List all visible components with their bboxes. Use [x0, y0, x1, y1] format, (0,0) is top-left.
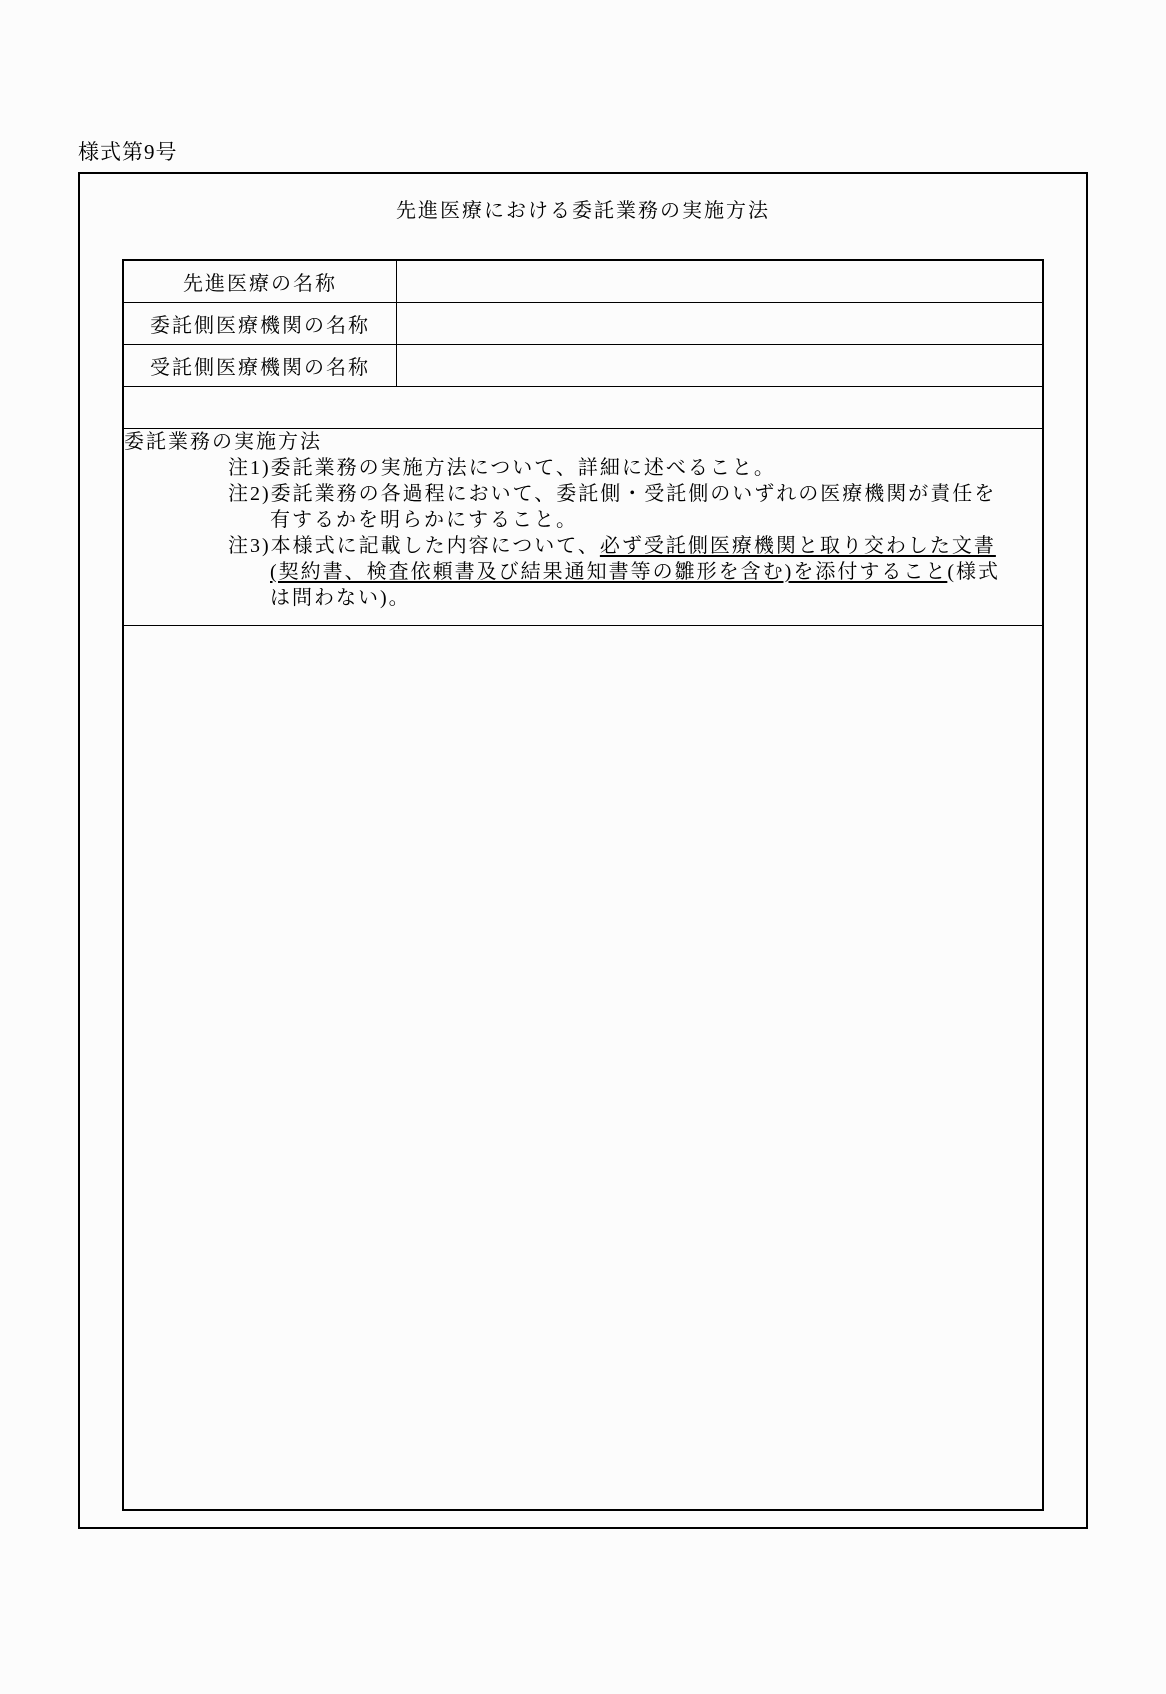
table-row — [123, 429, 1043, 626]
note-3-line-1 — [124, 533, 1042, 559]
note-2-line-1: 注2)委託業務の各過程において、委託側・受託側のいずれの医療機関が責任を — [228, 483, 997, 505]
table-row — [123, 387, 1043, 429]
table-row — [123, 260, 1043, 303]
note-3-line-2-plain: (様式 — [947, 561, 1000, 583]
note-1-line-1: 注1)委託業務の実施方法について、詳細に述べること。 — [228, 457, 776, 479]
table-row — [123, 345, 1043, 387]
page-title: 先進医療における委託業務の実施方法 — [396, 200, 770, 222]
row-label-advanced-care-name: 先進医療の名称 — [123, 260, 397, 303]
note-3-line-1-plain: 注3)本様式に記載した内容について、 — [228, 535, 600, 557]
row-value-entrusting-institution-name — [397, 303, 1044, 345]
note-3-line-2 — [124, 559, 1042, 585]
form-table — [122, 259, 1044, 1511]
note-3-line-3: は問わない)。 — [270, 587, 411, 609]
notes-heading: 委託業務の実施方法 — [124, 431, 322, 453]
table-row — [123, 303, 1043, 345]
note-2-line-2: 有するかを明らかにすること。 — [270, 509, 578, 531]
table-row — [123, 626, 1043, 1511]
row-value-advanced-care-name — [397, 260, 1044, 303]
note-3-line-2-underlined: (契約書、検査依頼書及び結果通知書等の雛形を含む)を添付すること — [270, 561, 948, 583]
implementation-detail-area — [123, 626, 1043, 1511]
note-3-line-1-underlined: 必ず受託側医療機関と取り交わした文書 — [599, 535, 996, 557]
row-label-entrusted-institution-name: 受託側医療機関の名称 — [123, 345, 397, 387]
row-value-entrusted-institution-name — [397, 345, 1044, 387]
empty-spacer-row — [123, 387, 1043, 429]
form-border — [78, 172, 1088, 1529]
notes-cell — [123, 429, 1043, 626]
form-number-label: 様式第9号 — [78, 140, 178, 164]
row-label-entrusting-institution-name: 委託側医療機関の名称 — [123, 303, 397, 345]
